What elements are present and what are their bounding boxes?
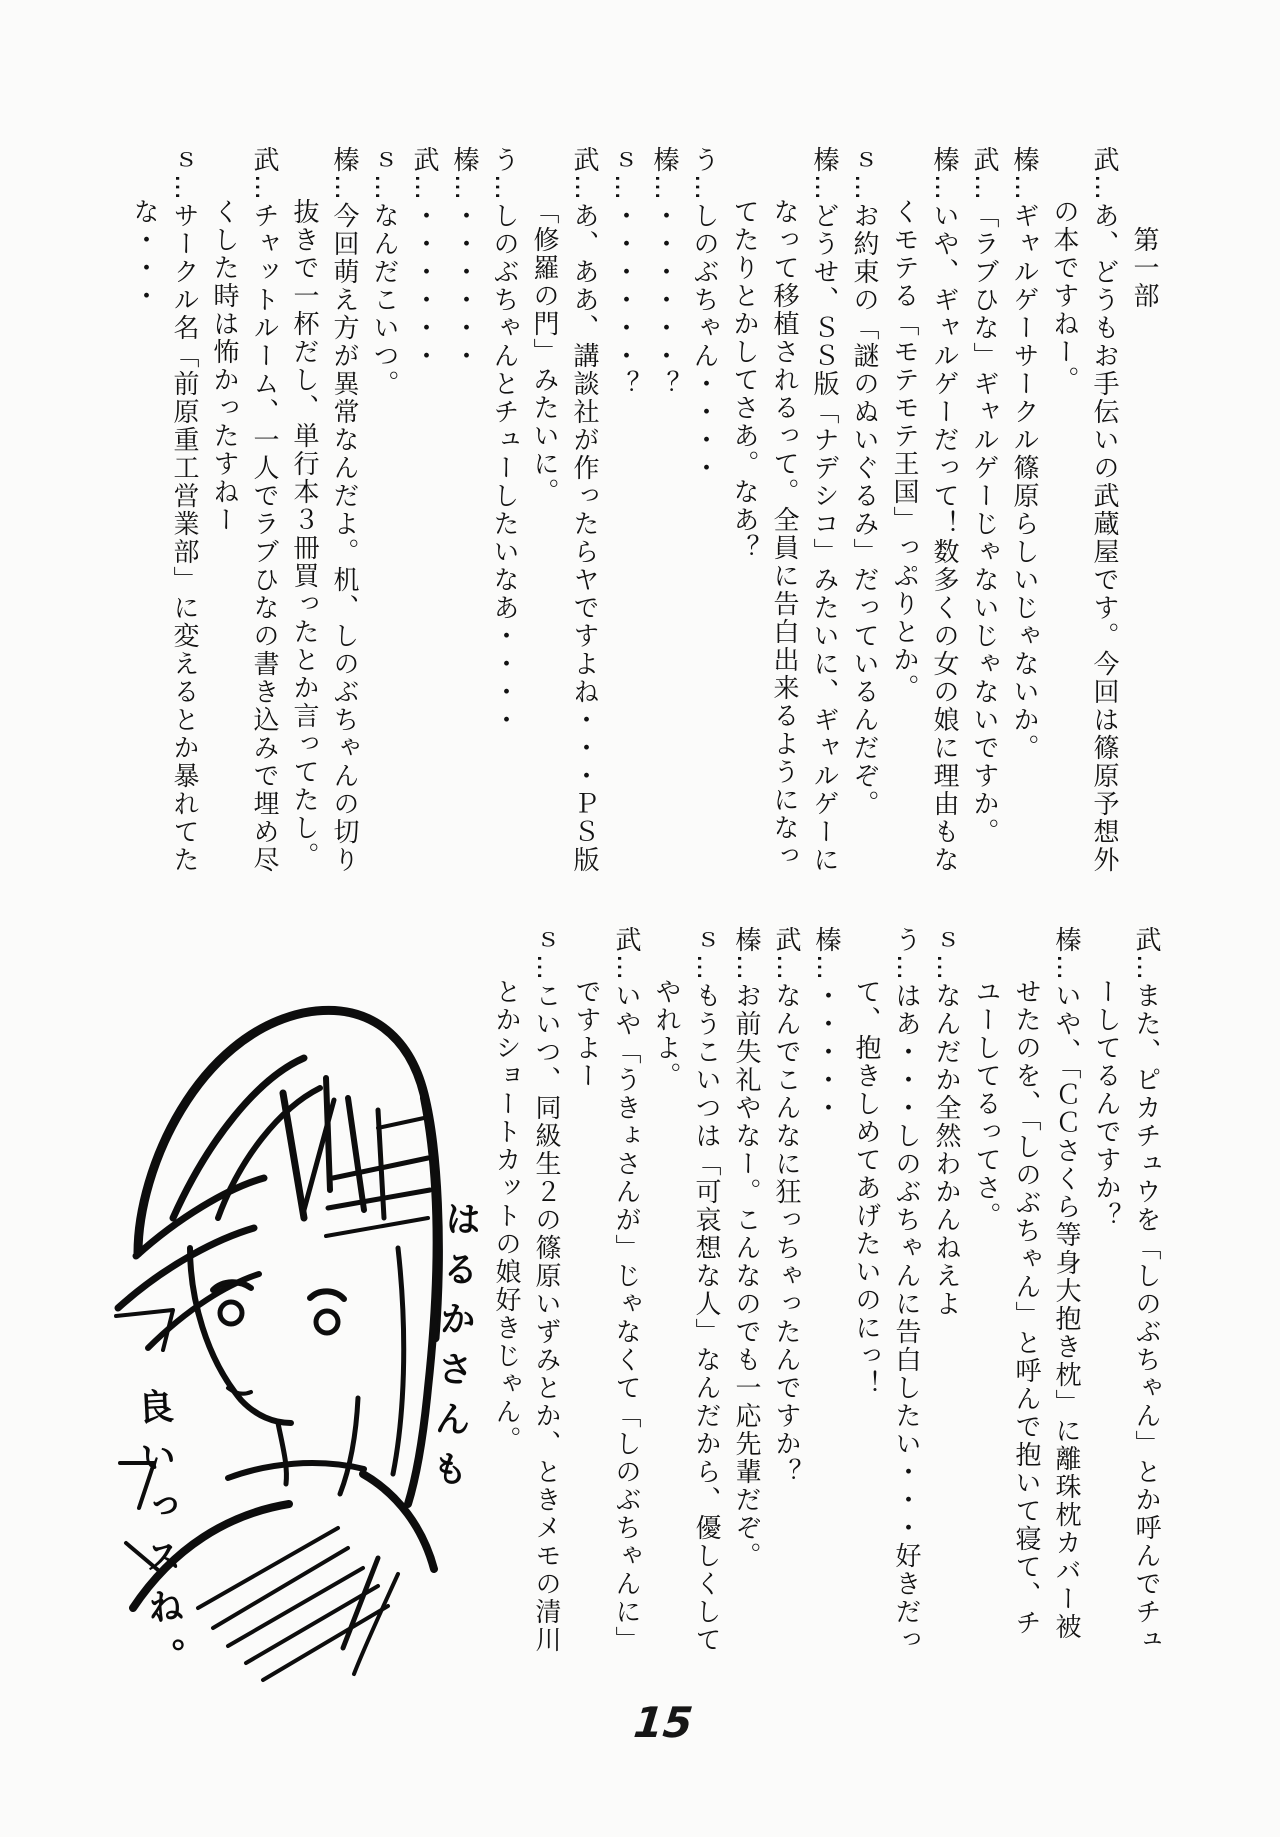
dialogue-line: 榛…お前失礼やなー。こんなのでも一応先輩だぞ。 bbox=[731, 926, 761, 1570]
dialogue-line: 榛…いや、ギャルゲーだって！数多くの女の娘に理由もな bbox=[929, 146, 959, 874]
dialogue-part-2 bbox=[486, 926, 1166, 1654]
dialogue-line: 武…なんでこんなに狂っちゃったんですか？ bbox=[771, 926, 801, 1486]
dialogue-line: う…はあ・・・しのぶちゃんに告白したい・・・好きだっ bbox=[891, 926, 921, 1654]
sketch-caption-haruka: はるかさんも bbox=[425, 1199, 482, 1501]
dialogue-line: 榛…いや、「ＣＣさくら等身大抱き枕」に離珠枕カバー被 bbox=[1051, 926, 1081, 1641]
dialogue-line: ーしてるんですか？ bbox=[1091, 978, 1121, 1230]
dialogue-line: 榛…・・・・・・？ bbox=[649, 146, 679, 398]
dialogue-line: てたりとかしてさあ。なあ？ bbox=[729, 198, 759, 562]
dialogue-line: ですよー bbox=[571, 978, 601, 1090]
page-number: 15 bbox=[631, 1698, 696, 1747]
dialogue-line: ユーしてるってさ。 bbox=[971, 978, 1001, 1230]
dialogue-line: 榛…・・・・・・ bbox=[449, 146, 479, 370]
dialogue-line: 榛…どうせ、ＳＳ版「ナデシコ」みたいに、ギャルゲーに bbox=[809, 146, 839, 874]
dialogue-line: くした時は怖かったすねー bbox=[209, 198, 239, 534]
dialogue-line: の本ですねー。 bbox=[1049, 198, 1079, 394]
dialogue-line: ｓ…なんだこいつ。 bbox=[369, 146, 399, 398]
dialogue-line: 武…あ、ああ、講談社が作ったらヤですよね・・・ＰＳ版 bbox=[569, 146, 599, 874]
dialogue-line: 武…また、ピカチュウを「しのぶちゃん」とか呼んでチュ bbox=[1131, 926, 1161, 1654]
dialogue-line: くモテる「モテモテ王国」っぷりとか。 bbox=[889, 198, 919, 702]
dialogue-line: 武…いや「うきょさんが」じゃなくて「しのぶちゃんに」 bbox=[611, 926, 641, 1654]
section-title: 第一部 bbox=[1129, 226, 1159, 310]
dialogue-line: て、抱きしめてあげたいのにっ！ bbox=[851, 978, 881, 1398]
dialogue-line: ｓ…・・・・・・？ bbox=[609, 146, 639, 398]
dialogue-part-1 bbox=[124, 146, 1164, 874]
dialogue-line: 武…あ、どうもお手伝いの武蔵屋です。今回は篠原予想外 bbox=[1089, 146, 1119, 874]
sketch-caption-yoissu: 良いっスね。 bbox=[131, 1387, 188, 1689]
dialogue-line: う…しのぶちゃんとチューしたいなあ・・・・ bbox=[489, 146, 519, 734]
dialogue-line: 「修羅の門」みたいに。 bbox=[529, 198, 559, 506]
dialogue-line: う…しのぶちゃん・・・・ bbox=[689, 146, 719, 482]
dialogue-line: ｓ…お約束の「謎のぬいぐるみ」だっているんだぞ。 bbox=[849, 146, 879, 818]
dialogue-line: 抜きで一杯だし、単行本３冊買ったとか言ってたし。 bbox=[289, 198, 319, 870]
dialogue-line: なって移植されるって。全員に告白出来るようになっ bbox=[769, 198, 799, 870]
dialogue-line: せたのを、「しのぶちゃん」と呼んで抱いて寝て、チ bbox=[1011, 978, 1041, 1637]
dialogue-line: 武…・・・・・・ bbox=[409, 146, 439, 370]
dialogue-line: 榛…ギャルゲーサークル篠原らしいじゃないか。 bbox=[1009, 146, 1039, 762]
dialogue-line: ｓ…もうこいつは「可哀想な人」なんだから、優しくして bbox=[691, 926, 721, 1654]
dialogue-line: ｓ…なんだか全然わかんねえよ bbox=[931, 926, 961, 1318]
dialogue-line: とかショートカットの娘好きじゃん。 bbox=[491, 978, 521, 1454]
dialogue-line: ｓ…こいつ、同級生２の篠原いずみとか、ときメモの清川 bbox=[531, 926, 561, 1654]
dialogue-line: ｓ…サークル名「前原重工営業部」に変えるとか暴れてた bbox=[169, 146, 199, 874]
dialogue-line: 武…「ラブひな」ギャルゲーじゃないじゃないですか。 bbox=[969, 146, 999, 846]
dialogue-line: 武…チャットルーム、一人でラブひなの書き込みで埋め尽 bbox=[249, 146, 279, 874]
dialogue-line: 榛…今回萌え方が異常なんだよ。机、しのぶちゃんの切り bbox=[329, 146, 359, 874]
dialogue-line: 榛…・・・・・ bbox=[811, 926, 841, 1122]
dialogue-line: な・・・ bbox=[129, 198, 159, 310]
dialogue-line: やれよ。 bbox=[651, 978, 681, 1090]
